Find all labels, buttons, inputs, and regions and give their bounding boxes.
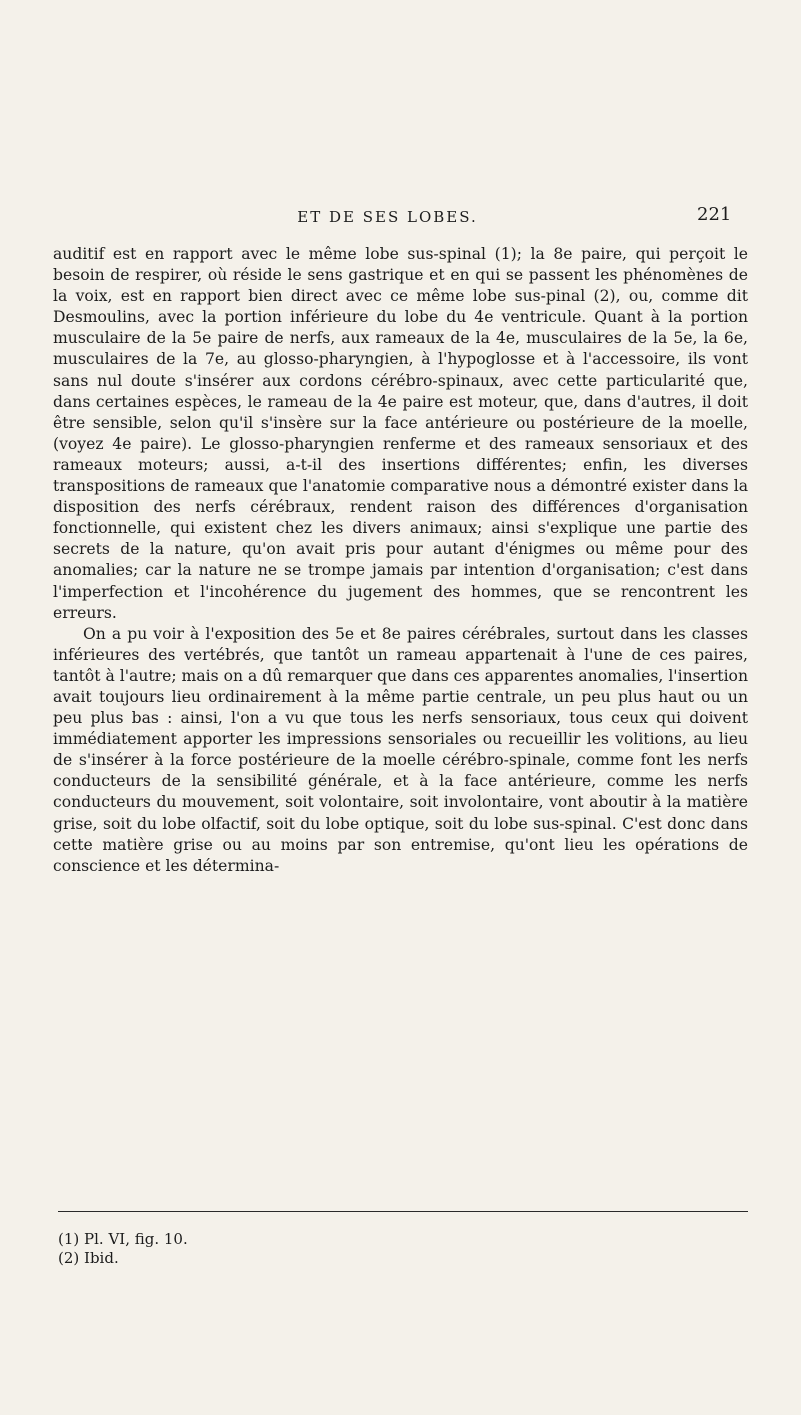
running-title: ET DE SES LOBES.: [297, 208, 478, 226]
page-number: 221: [697, 204, 732, 225]
paragraph: auditif est en rapport avec le même lobe sus-spinal (1); la 8e paire, qui perçoit le besoin de respirer, où réside le sens gastrique et en qui se passent les phénomènes de la voix, est en rapport bien direct avec ce même lobe sus-pinal (2), ou, comme dit Desmoulins, avec la portion inférieure du lobe du 4e ventricule. Quant à la portion musculaire de la 5e paire de nerfs, aux rameaux de la 4e, musculaires de la 5e, la 6e, musculaires de la 7e, au glosso-pharyngien, à l'hypoglosse et à l'accessoire, ils vont sans nul doute s'insérer aux cordons cérébro-spinaux, avec cette particularité que, dans certaines espèces, le rameau de la 4e paire est moteur, que, dans d'autres, il doit être sensible, selon qu'il s'insère sur la face antérieure ou postérieure de la moelle, (voyez 4e paire). Le glosso-pharyngien renferme et des rameaux sensoriaux et des rameaux moteurs; aussi, a-t-il des insertions différentes; enfin, les diverses transpositions de rameaux que l'anatomie comparative nous a démontré exister dans la disposition des nerfs cérébraux, rendent raison des différences d'organisation fonctionnelle, qui existent chez les divers animaux; ainsi s'explique une partie des secrets de la nature, qu'on avait pris pour autant d'énigmes ou même pour des anomalies; car la nature ne se trompe jamais par intention d'organisation; c'est dans l'imperfection et l'incohérence du jugement des hommes, que se rencontrent les erreurs.: [53, 245, 748, 622]
paragraph: On a pu voir à l'exposition des 5e et 8e paires cérébrales, surtout dans les classes inférieures des vertébrés, que tantôt un rameau appartenait à l'une de ces paires, tantôt à l'autre; mais on a dû remarquer que dans ces apparentes anomalies, l'insertion avait toujours lieu ordinairement à la même partie centrale, un peu plus haut ou un peu plus bas : ainsi, l'on a vu que tous les nerfs sensoriaux, tous ceux qui doivent immédiatement apporter les impressions sensoriales ou recueillir les volitions, au lieu de s'insérer à la force postérieure de la moelle cérébro-spinale, comme font les nerfs conducteurs de la sensibilité générale, et à la face antérieure, comme les nerfs conducteurs du mouvement, soit volontaire, soit involontaire, vont aboutir à la matière grise, soit du lobe olfactif, soit du lobe optique, soit du lobe sus-spinal. C'est donc dans cette matière grise ou au moins par son entremise, qu'ont lieu les opérations de conscience et les détermina-: [53, 624, 748, 875]
main-text: [53, 244, 748, 877]
footnote-divider: [58, 1211, 748, 1212]
footnotes: [58, 1230, 748, 1268]
footnote: (1) Pl. VI, fig. 10.: [58, 1230, 188, 1248]
footnote: (2) Ibid.: [58, 1249, 119, 1267]
